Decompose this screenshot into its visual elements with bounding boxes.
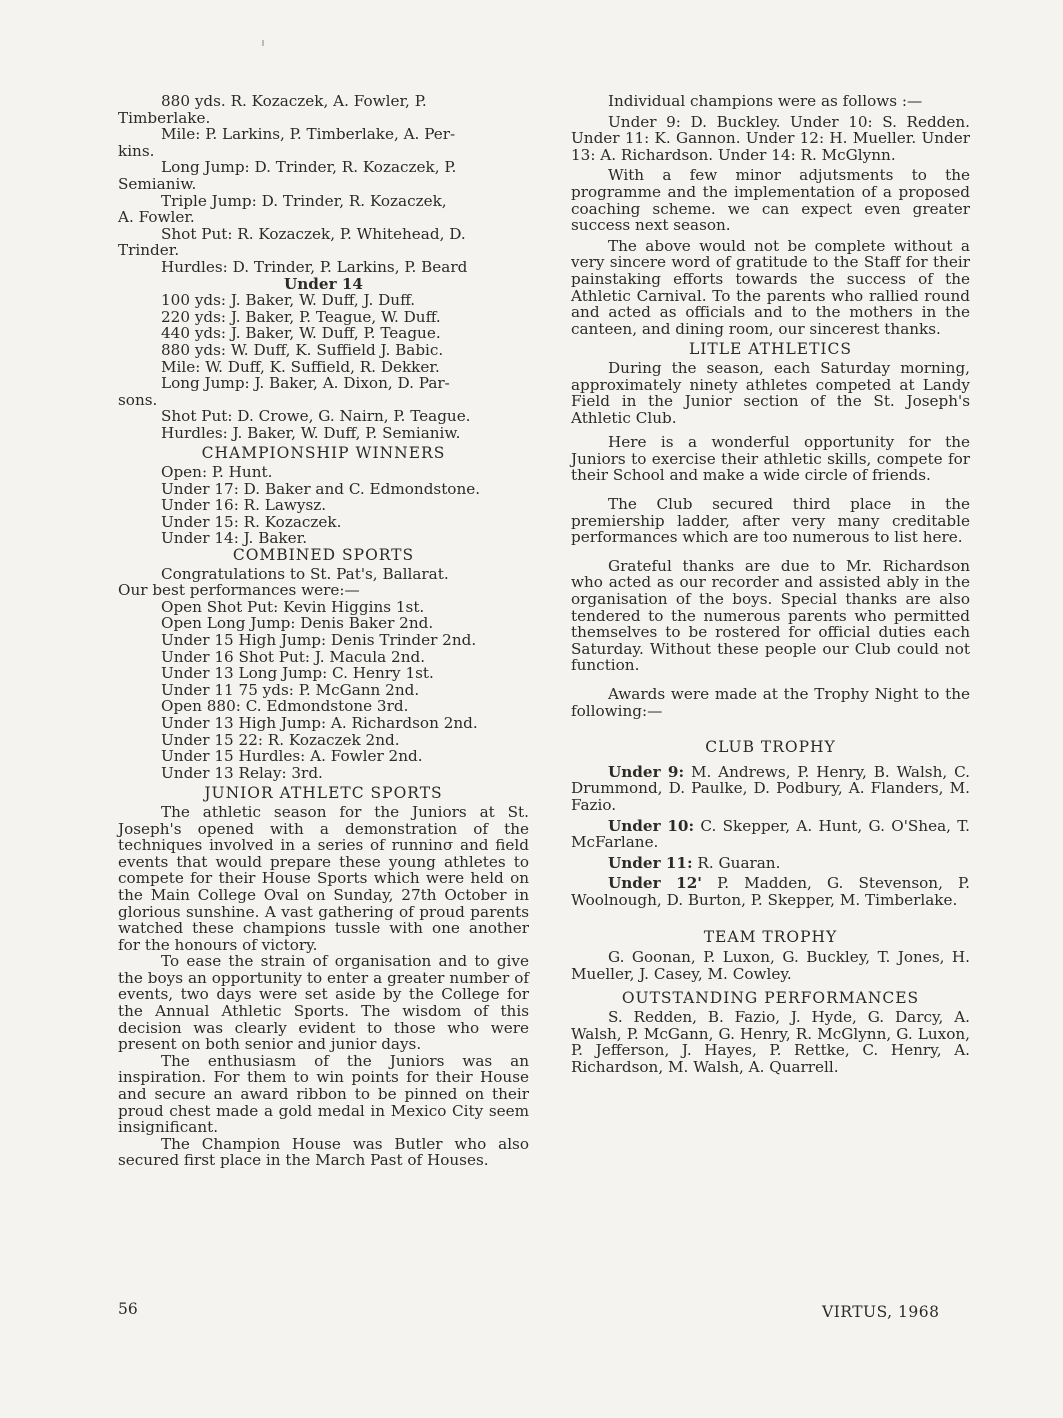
junior-paragraph: To ease the strain of organisation and to give the boys an opportunity to enter a greater number of events, two days were set aside by the College for the Annual Athletic Sports. The wisdom of this decision was clearly evident to those who were present on both senior and junior days. — [118, 952, 529, 1054]
combined-heading: COMBINED SPORTS — [232, 546, 415, 565]
list-item: 880 yds: W. Duff, K. Suffield J. Babic. — [161, 340, 444, 359]
list-item: Under 17: D. Baker and C. Edmondstone. — [161, 479, 481, 498]
junior-paragraph: The Champion House was Butler who also secured first place in the March Past of Houses. — [118, 1134, 529, 1170]
outstanding-heading: OUTSTANDING PERFORMANCES — [621, 989, 920, 1008]
list-item: Hurdles: J. Baker, W. Duff, P. Semianiw. — [161, 423, 461, 442]
list-item: 100 yds: J. Baker, W. Duff, J. Duff. — [161, 291, 416, 310]
page-number: 56 — [118, 1300, 138, 1318]
list-item: Open Shot Put: Kevin Higgins 1st. — [161, 597, 425, 616]
combined-list — [118, 599, 529, 782]
litle-paragraph: Grateful thanks are due to Mr. Richardson who acted as our recorder and assisted ably in the organisation of the boys. Special thanks are also tendered to the numerous parents who permitted themselves to be rostered for official duties each Saturday. Without these people our Club could not function. — [571, 556, 970, 675]
result-continuation: Trinder. — [118, 241, 180, 260]
list-item: Open Long Jump: Denis Baker 2nd. — [161, 614, 434, 633]
outstanding-paragraph: S. Redden, B. Fazio, J. Hyde, G. Darcy, A. Walsh, P. McGann, G. Henry, R. McGlynn, G. Luxon, P. Jefferson, J. Hayes, P. Rettke, C. Henry, A. Richardson, M. Walsh, A. Quarrell. — [571, 1007, 970, 1076]
under14-heading: Under 14 — [284, 274, 363, 293]
result-item: Long Jump: D. Trinder, R. Kozaczek, P. — [161, 158, 457, 177]
individual-intro: Individual champions were as follows :— — [608, 92, 923, 110]
result-item: Triple Jump: D. Trinder, R. Kozaczek, — [161, 191, 447, 210]
result-continuation: Semianiw. — [118, 174, 197, 193]
list-item: Under 14: J. Baker. — [161, 529, 308, 548]
result-item: Shot Put: R. Kozaczek, P. Whitehead, D. — [161, 224, 466, 243]
list-item: Under 15: R. Kozaczek. — [161, 512, 342, 531]
list-item: Open 880: C. Edmondstone 3rd. — [161, 697, 409, 716]
individual-list: Under 9: D. Buckley. Under 10: S. Redden. Under 11: K. Gannon. Under 12: H. Mueller. Under 13: A. Richardson. Under 14: R. McGlynn. — [571, 112, 970, 164]
list-item: Shot Put: D. Crowe, G. Nairn, P. Teague. — [161, 407, 471, 426]
list-item: Mile: W. Duff, K. Suffield, R. Dekker. — [161, 357, 440, 376]
thanks-paragraph: The above would not be complete without a very sincere word of gratitude to the Staff for their painstaking efforts towards the success of the Athletic Carnival. To the parents who rallied round and acted as officials and to the mothers in the canteen, and dining room, our sincerest thanks. — [571, 236, 970, 338]
litle-paragraph: Here is a wonderful opportunity for the Juniors to exercise their athletic skills, compete for their School and make a wide circle of friends. — [571, 433, 970, 485]
result-item: 880 yds. R. Kozaczek, A. Fowler, P. — [161, 92, 427, 110]
list-item: 220 yds: J. Baker, P. Teague, W. Duff. — [161, 307, 441, 326]
litle-athletics-heading: LITLE ATHLETICS — [688, 340, 853, 359]
list-item: Under 13 Relay: 3rd. — [161, 763, 323, 782]
list-item: Under 16: R. Lawysz. — [161, 496, 327, 515]
right-column — [571, 93, 970, 1075]
left-column — [118, 93, 529, 1169]
junior-heading: JUNIOR ATHLETC SPORTS — [204, 784, 443, 803]
scan-mark — [262, 40, 264, 46]
team-trophy-heading: TEAM TROPHY — [703, 927, 838, 946]
litle-paragraph: During the season, each Saturday morning, approximately ninety athletes competed at Landy Field in the Junior section of the St. Joseph's Athletic Club. — [571, 358, 970, 427]
list-item: 440 yds: J. Baker, W. Duff, P. Teague. — [161, 324, 441, 343]
club-trophy-entry: Under 10: C. Skepper, A. Hunt, G. O'Shea, T. McFarlane. — [571, 816, 970, 852]
club-trophy-entry: Under 12' P. Madden, G. Stevenson, P. Woolnough, D. Burton, P. Skepper, M. Timberlake. — [571, 874, 970, 909]
result-continuation: sons. — [118, 390, 158, 409]
result-continuation: Timberlake. — [118, 108, 211, 127]
result-item: Mile: P. Larkins, P. Timberlake, A. Per- — [161, 125, 456, 144]
championship-heading: CHAMPIONSHIP WINNERS — [201, 444, 446, 463]
combined-intro-cont: Our best performances were:— — [118, 581, 360, 600]
result-continuation: A. Fowler. — [118, 208, 195, 227]
club-trophy-entry: Under 11: R. Guaran. — [608, 853, 781, 872]
list-item: Under 11 75 yds: P. McGann 2nd. — [161, 680, 420, 699]
list-item: Long Jump: J. Baker, A. Dixon, D. Par- — [161, 374, 450, 393]
result-item: Hurdles: D. Trinder, P. Larkins, P. Beard — [161, 257, 468, 276]
open-results — [118, 93, 529, 276]
list-item: Under 13 Long Jump: C. Henry 1st. — [161, 664, 434, 683]
list-item: Under 15 Hurdles: A. Fowler 2nd. — [161, 747, 423, 766]
under14-results-rest — [118, 408, 529, 441]
team-trophy-paragraph: G. Goonan, P. Luxon, G. Buckley, T. Jones, H. Mueller, J. Casey, M. Cowley. — [571, 948, 970, 983]
litle-paragraph: Awards were made at the Trophy Night to the following:— — [571, 685, 970, 720]
combined-intro: Congratulations to St. Pat's, Ballarat. — [161, 564, 449, 583]
junior-paragraph: The enthusiasm of the Juniors was an inspiration. For them to win points for their House and secure an award ribbon to be pinned on their proud chest made a gold medal in Mexico City seem insignificant. — [118, 1051, 529, 1137]
list-item: Open: P. Hunt. — [161, 463, 273, 482]
club-trophy-entry: Under 9: M. Andrews, P. Henry, B. Walsh, C. Drummond, D. Paulke, D. Podbury, A. Flanders, M. Fazio. — [571, 762, 970, 814]
club-trophy-heading: CLUB TROPHY — [705, 738, 836, 757]
under14-results — [118, 292, 529, 392]
championship-list — [118, 464, 529, 547]
adjustments-paragraph: With a few minor adjutsments to the programme and the implementation of a proposed coaching scheme. we can expect even greater success next season. — [571, 166, 970, 235]
list-item: Under 16 Shot Put: J. Macula 2nd. — [161, 647, 426, 666]
list-item: Under 13 High Jump: A. Richardson 2nd. — [161, 713, 478, 732]
publication-name: VIRTUS, 1968 — [822, 1303, 940, 1321]
list-item: Under 15 High Jump: Denis Trinder 2nd. — [161, 631, 477, 649]
result-continuation: kins. — [118, 141, 155, 160]
junior-paragraph: The athletic season for the Juniors at St. Joseph's opened with a demonstration of the techniques involved in a series of runninσ and field events that would prepare these young athletes to compete for their House Sports which were held on the Main College Oval on Sunday, 27th October in glorious sunshine. A vast gathering of proud parents watched these champions tussle with one another for the honours of victory. — [118, 802, 529, 954]
list-item: Under 15 22: R. Kozaczek 2nd. — [161, 730, 400, 749]
litle-paragraph: The Club secured third place in the premiership ladder, after very many creditable performances which are too numerous to list here. — [571, 495, 970, 547]
